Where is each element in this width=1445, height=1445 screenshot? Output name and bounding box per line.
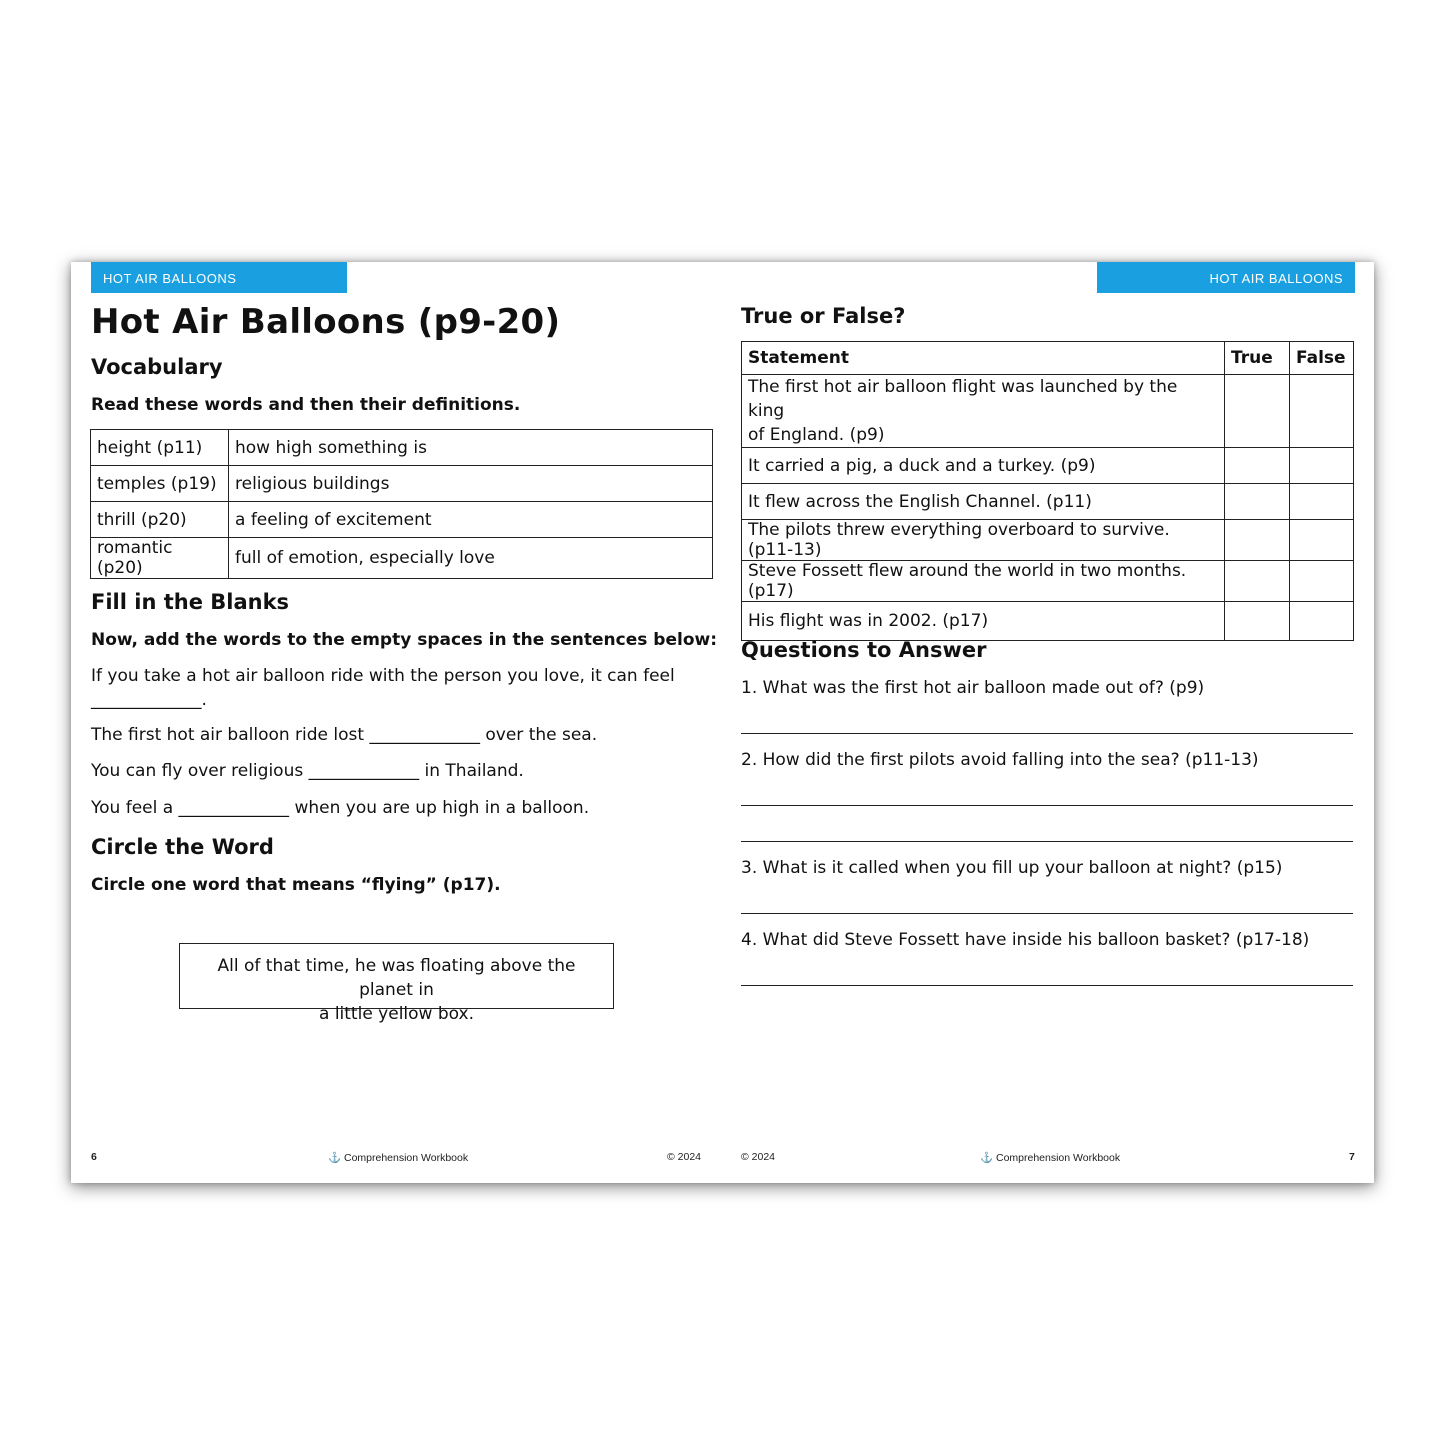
workbook-spread: [71, 262, 1374, 1183]
false-answer-cell[interactable]: [1290, 375, 1354, 448]
quote-line-1: All of that time, he was floating above the planet in: [217, 956, 576, 1000]
statement-cell: [742, 375, 1225, 448]
table-row: [742, 448, 1354, 484]
blank-sentence-3: You can fly over religious _____________ in Thailand.: [91, 761, 524, 781]
right-page: [723, 262, 1374, 1183]
question-4: 4. What did Steve Fossett have inside his balloon basket? (p17-18): [741, 930, 1310, 950]
column-statement: Statement: [742, 342, 1225, 375]
blank-sentence-1-cont: _____________.: [91, 690, 207, 710]
statement-cell: The pilots threw everything overboard to survive. (p11-13): [742, 520, 1225, 561]
vocab-definition: a feeling of excitement: [229, 502, 713, 538]
table-row: [91, 538, 713, 579]
true-answer-cell[interactable]: [1225, 561, 1290, 602]
answer-line-4[interactable]: [741, 985, 1353, 986]
table-row: [91, 502, 713, 538]
circle-word-heading: Circle the Word: [91, 835, 274, 859]
table-row: [91, 466, 713, 502]
answer-line-1[interactable]: [741, 733, 1353, 734]
vocab-definition: how high something is: [229, 430, 713, 466]
column-false: False: [1290, 342, 1354, 375]
page-number-right: 7: [1349, 1151, 1355, 1163]
fill-blanks-instruction: Now, add the words to the empty spaces in the sentences below:: [91, 630, 718, 650]
vocab-definition: full of emotion, especially love: [229, 538, 713, 579]
fill-blanks-heading: Fill in the Blanks: [91, 590, 290, 614]
true-answer-cell[interactable]: [1225, 484, 1290, 520]
statement-cell: His flight was in 2002. (p17): [742, 602, 1225, 641]
table-row: [742, 375, 1354, 448]
questions-heading: Questions to Answer: [741, 638, 987, 662]
true-false-heading: True or False?: [741, 304, 906, 328]
false-answer-cell[interactable]: [1290, 561, 1354, 602]
quote-line-2: a little yellow box.: [319, 1004, 474, 1024]
vocabulary-table: [90, 429, 713, 579]
statement-cell: It carried a pig, a duck and a turkey. (p9): [742, 448, 1225, 484]
statement-cell: It flew across the English Channel. (p11): [742, 484, 1225, 520]
page-number-left: 6: [91, 1151, 97, 1163]
table-header-row: [742, 342, 1354, 375]
table-row: [742, 520, 1354, 561]
statement-line: of England. (p9): [748, 425, 885, 445]
false-answer-cell[interactable]: [1290, 448, 1354, 484]
header-tab-left: HOT AIR BALLOONS: [91, 262, 347, 293]
true-false-table: [741, 341, 1354, 641]
column-true: True: [1225, 342, 1290, 375]
blank-sentence-4: You feel a _____________ when you are up high in a balloon.: [91, 798, 590, 818]
answer-line-2a[interactable]: [741, 805, 1353, 806]
statement-line: The first hot air balloon flight was launched by the king: [748, 377, 1178, 421]
workbook-label-right: ⚓ Comprehension Workbook: [980, 1152, 1121, 1164]
true-answer-cell[interactable]: [1225, 602, 1290, 641]
table-row: [742, 484, 1354, 520]
vocab-word: thrill (p20): [91, 502, 229, 538]
left-page: [71, 262, 722, 1183]
copyright-right: © 2024: [741, 1151, 776, 1163]
workbook-label-left: ⚓ Comprehension Workbook: [328, 1152, 469, 1164]
question-3: 3. What is it called when you fill up your balloon at night? (p15): [741, 858, 1283, 878]
vocabulary-heading: Vocabulary: [91, 355, 223, 379]
table-row: [742, 561, 1354, 602]
statement-cell: Steve Fossett flew around the world in two months. (p17): [742, 561, 1225, 602]
table-row: [742, 602, 1354, 641]
copyright-left: © 2024: [667, 1151, 702, 1163]
question-1: 1. What was the first hot air balloon made out of? (p9): [741, 678, 1205, 698]
blank-sentence-1: If you take a hot air balloon ride with the person you love, it can feel: [91, 666, 675, 686]
true-answer-cell[interactable]: [1225, 375, 1290, 448]
answer-line-2b[interactable]: [741, 841, 1353, 842]
answer-line-3[interactable]: [741, 913, 1353, 914]
blank-sentence-2: The first hot air balloon ride lost _____________ over the sea.: [91, 725, 598, 745]
vocab-word: temples (p19): [91, 466, 229, 502]
page-title: Hot Air Balloons (p9-20): [91, 302, 561, 342]
vocab-word: height (p11): [91, 430, 229, 466]
quote-box: [179, 943, 614, 1024]
vocab-definition: religious buildings: [229, 466, 713, 502]
question-2: 2. How did the first pilots avoid falling into the sea? (p11-13): [741, 750, 1259, 770]
circle-word-instruction: Circle one word that means “flying” (p17).: [91, 875, 501, 895]
true-answer-cell[interactable]: [1225, 448, 1290, 484]
vocab-word: romantic (p20): [91, 538, 229, 579]
false-answer-cell[interactable]: [1290, 520, 1354, 561]
false-answer-cell[interactable]: [1290, 484, 1354, 520]
true-answer-cell[interactable]: [1225, 520, 1290, 561]
false-answer-cell[interactable]: [1290, 602, 1354, 641]
vocabulary-instruction: Read these words and then their definitions.: [91, 395, 521, 415]
header-tab-right: HOT AIR BALLOONS: [1097, 262, 1355, 293]
table-row: [91, 430, 713, 466]
